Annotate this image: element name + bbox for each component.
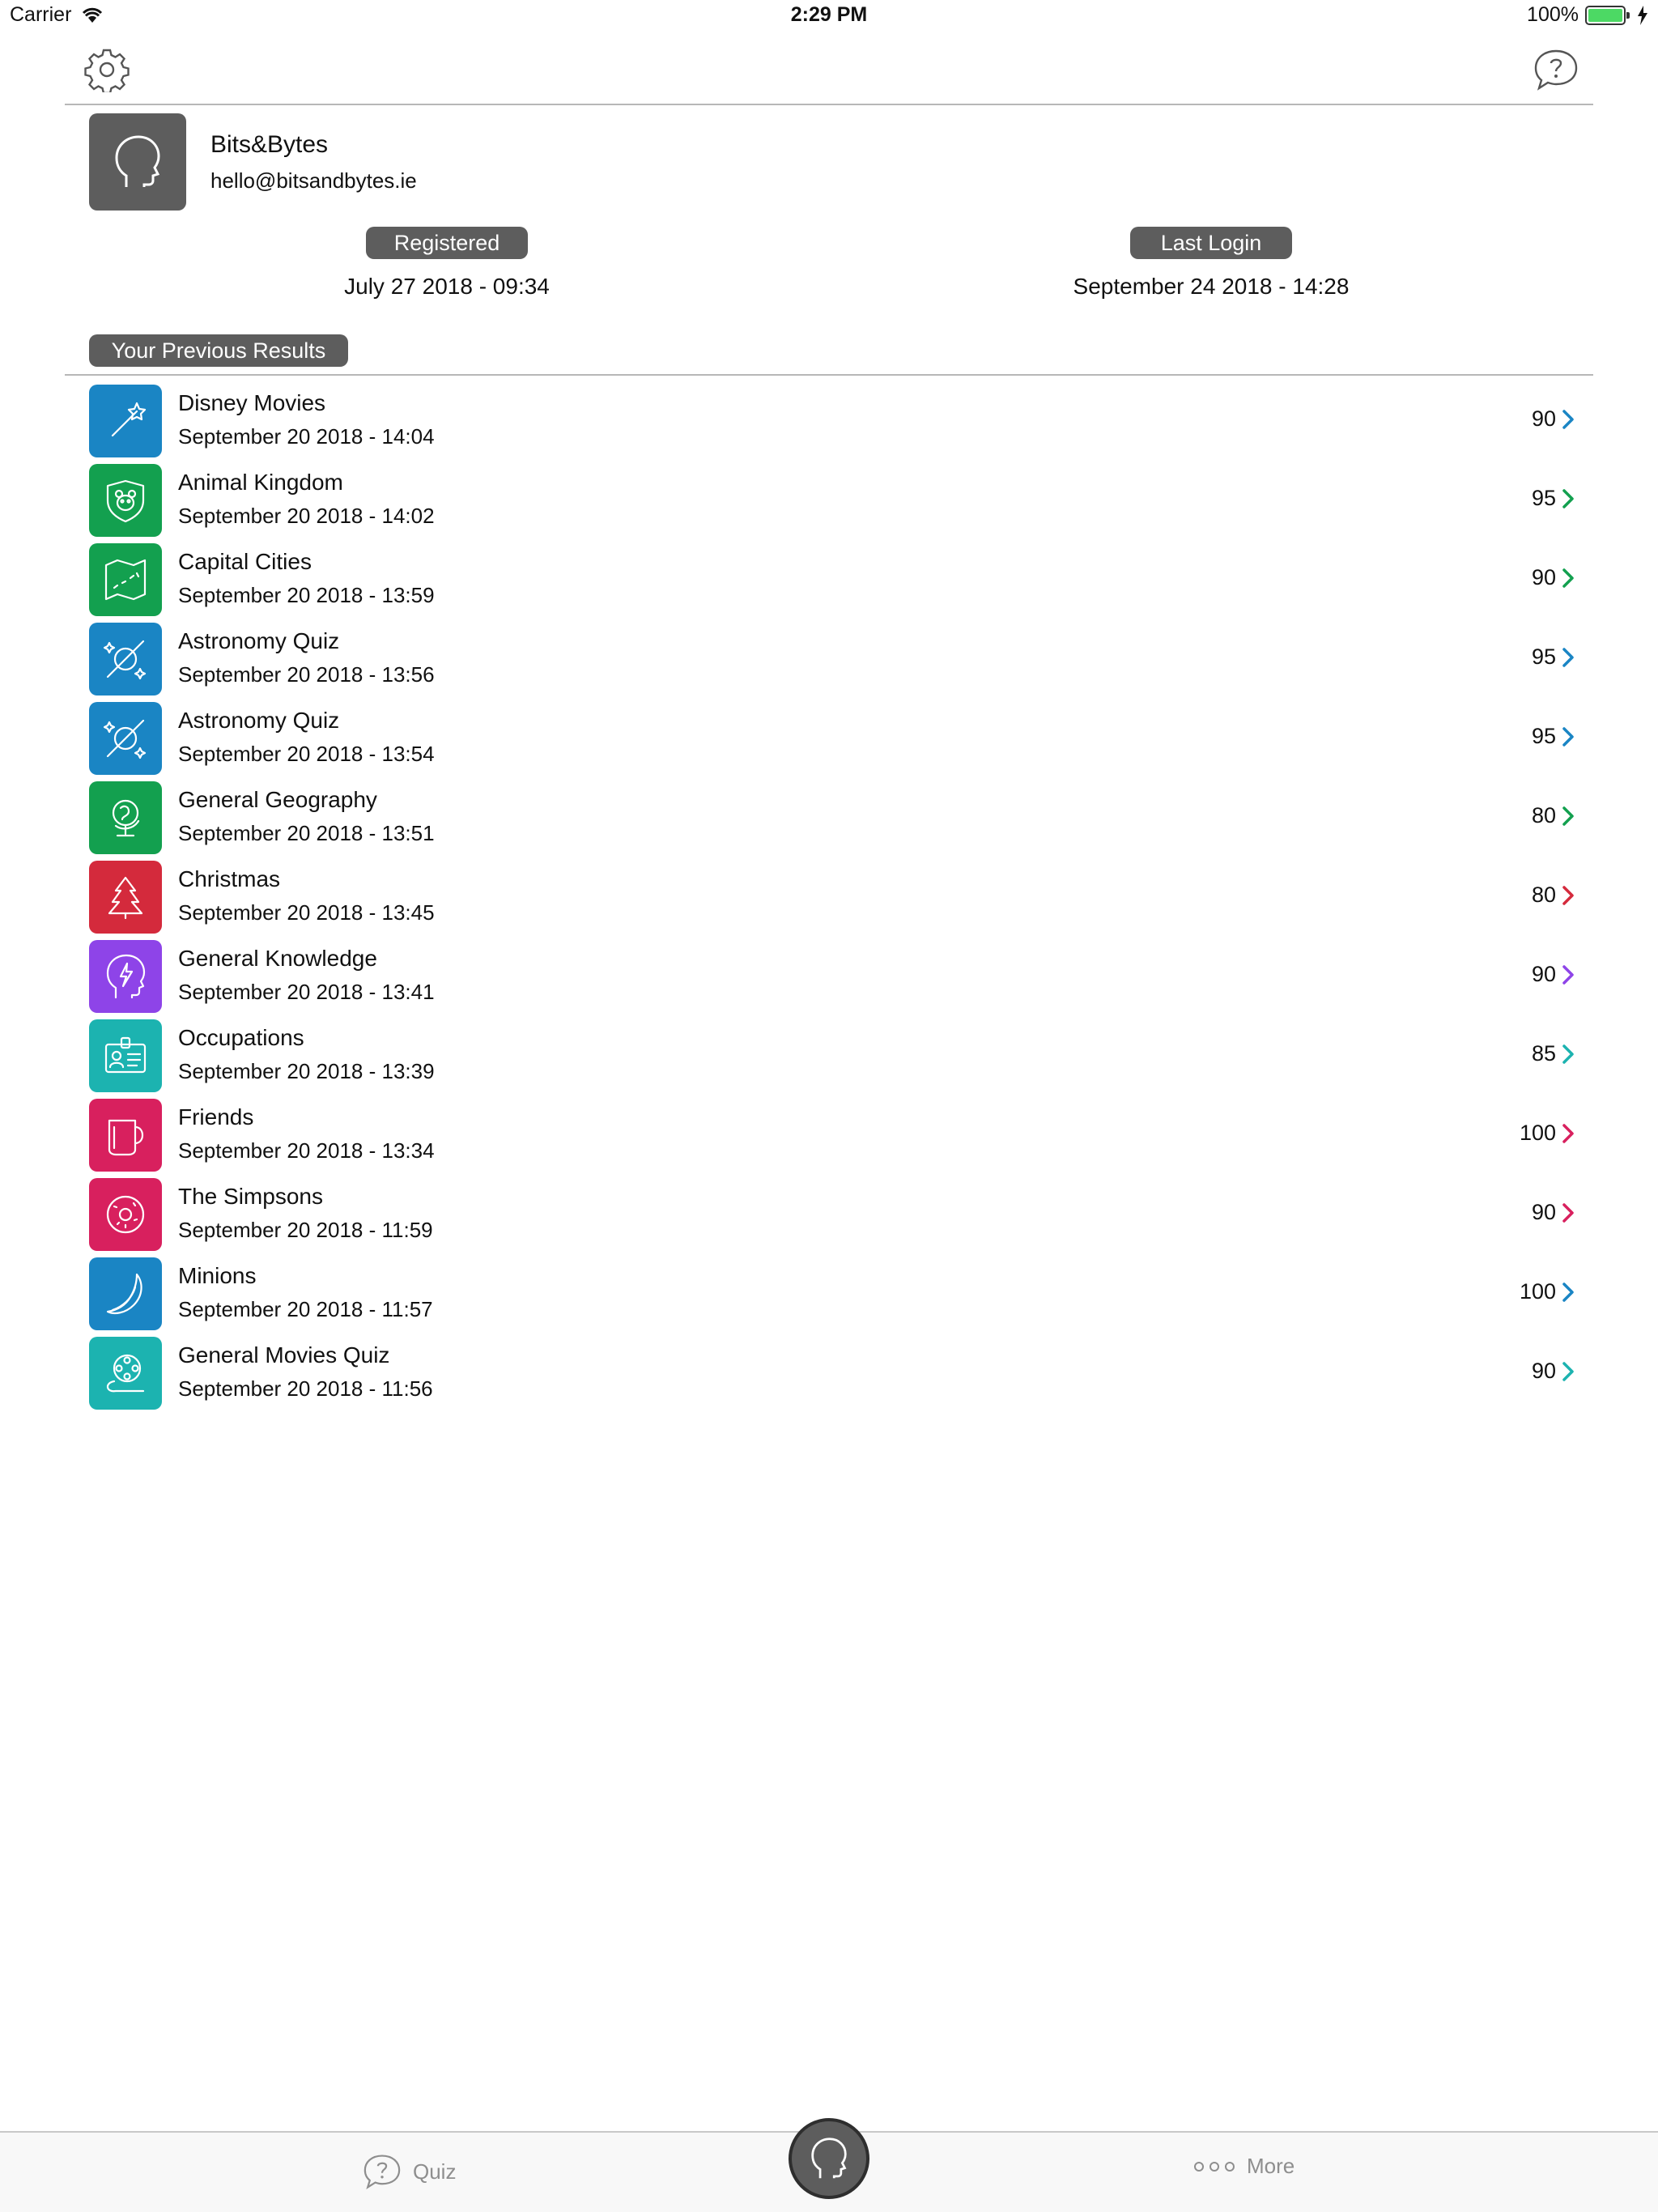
result-row[interactable] bbox=[0, 1015, 1658, 1095]
result-row[interactable] bbox=[0, 857, 1658, 936]
result-row[interactable] bbox=[0, 539, 1658, 619]
result-title: Animal Kingdom bbox=[178, 470, 343, 495]
result-row[interactable] bbox=[0, 777, 1658, 857]
results-divider bbox=[65, 374, 1593, 376]
help-bubble-icon[interactable] bbox=[1533, 49, 1579, 91]
tab-more-label: More bbox=[1247, 2154, 1295, 2178]
result-row[interactable] bbox=[0, 381, 1658, 460]
result-score: 100 bbox=[1519, 1121, 1556, 1145]
id-badge-icon bbox=[101, 1032, 150, 1080]
user-email: hello@bitsandbytes.ie bbox=[210, 168, 417, 193]
result-score: 80 bbox=[1531, 883, 1556, 907]
avatar[interactable] bbox=[89, 113, 186, 211]
quiz-category-icon bbox=[89, 623, 162, 696]
tab-profile[interactable] bbox=[789, 2118, 869, 2199]
user-name: Bits&Bytes bbox=[210, 131, 329, 158]
chevron-right-icon[interactable] bbox=[1561, 1122, 1575, 1145]
chevron-right-icon[interactable] bbox=[1561, 805, 1575, 827]
planet-icon bbox=[101, 635, 150, 683]
result-date: September 20 2018 - 13:39 bbox=[178, 1059, 435, 1083]
quiz-category-icon bbox=[89, 781, 162, 854]
chevron-right-icon[interactable] bbox=[1561, 1043, 1575, 1066]
result-date: September 20 2018 - 11:57 bbox=[178, 1297, 433, 1321]
head-lightning-icon bbox=[101, 952, 150, 1001]
status-bar bbox=[0, 0, 1658, 32]
quiz-category-icon bbox=[89, 1178, 162, 1251]
result-title: Astronomy Quiz bbox=[178, 708, 340, 733]
christmas-tree-icon bbox=[101, 873, 150, 921]
magic-wand-icon bbox=[101, 397, 150, 445]
quiz-category-icon bbox=[89, 702, 162, 775]
result-date: September 20 2018 - 13:41 bbox=[178, 980, 435, 1004]
result-score: 100 bbox=[1519, 1279, 1556, 1304]
registered-date: July 27 2018 - 09:34 bbox=[344, 274, 550, 299]
film-reel-icon bbox=[101, 1349, 150, 1397]
chevron-right-icon[interactable] bbox=[1561, 884, 1575, 907]
chevron-right-icon[interactable] bbox=[1561, 567, 1575, 589]
result-row[interactable] bbox=[0, 619, 1658, 698]
chevron-right-icon[interactable] bbox=[1561, 1360, 1575, 1383]
quiz-category-icon bbox=[89, 543, 162, 616]
result-row[interactable] bbox=[0, 936, 1658, 1015]
result-score: 80 bbox=[1531, 803, 1556, 827]
result-title: Christmas bbox=[178, 866, 281, 891]
quiz-category-icon bbox=[89, 1019, 162, 1092]
result-title: General Knowledge bbox=[178, 946, 377, 971]
result-date: September 20 2018 - 13:34 bbox=[178, 1138, 435, 1163]
result-score: 90 bbox=[1531, 406, 1556, 431]
result-title: Astronomy Quiz bbox=[178, 628, 340, 653]
result-row[interactable] bbox=[0, 698, 1658, 777]
result-row[interactable] bbox=[0, 1174, 1658, 1253]
result-title: Occupations bbox=[178, 1025, 304, 1050]
battery-percent: 100% bbox=[1527, 3, 1579, 26]
result-date: September 20 2018 - 13:59 bbox=[178, 583, 435, 607]
result-score: 95 bbox=[1531, 644, 1556, 669]
quiz-category-icon bbox=[89, 464, 162, 537]
result-title: General Geography bbox=[178, 787, 377, 812]
result-score: 90 bbox=[1531, 565, 1556, 589]
ellipsis-icon bbox=[1193, 2161, 1235, 2172]
status-time: 2:29 PM bbox=[790, 3, 868, 26]
last-login-badge: Last Login bbox=[1130, 227, 1292, 259]
charging-bolt-icon bbox=[1637, 6, 1648, 25]
result-score: 90 bbox=[1531, 962, 1556, 986]
result-row[interactable] bbox=[0, 1253, 1658, 1333]
result-date: September 20 2018 - 14:02 bbox=[178, 504, 435, 528]
tab-quiz-label: Quiz bbox=[413, 2159, 457, 2184]
quiz-category-icon bbox=[89, 861, 162, 934]
quiz-category-icon bbox=[89, 940, 162, 1013]
top-divider bbox=[65, 104, 1593, 105]
quiz-category-icon bbox=[89, 1257, 162, 1330]
chevron-right-icon[interactable] bbox=[1561, 408, 1575, 431]
result-title: Capital Cities bbox=[178, 549, 312, 574]
result-score: 90 bbox=[1531, 1200, 1556, 1224]
result-score: 90 bbox=[1531, 1359, 1556, 1383]
chevron-right-icon[interactable] bbox=[1561, 1281, 1575, 1304]
result-title: Minions bbox=[178, 1263, 257, 1288]
result-date: September 20 2018 - 13:56 bbox=[178, 662, 435, 687]
result-score: 95 bbox=[1531, 724, 1556, 748]
result-title: General Movies Quiz bbox=[178, 1342, 390, 1368]
previous-results-header: Your Previous Results bbox=[89, 334, 348, 367]
result-row[interactable] bbox=[0, 460, 1658, 539]
result-date: September 20 2018 - 11:56 bbox=[178, 1376, 433, 1401]
result-title: The Simpsons bbox=[178, 1184, 323, 1209]
registered-badge: Registered bbox=[366, 227, 528, 259]
gear-icon[interactable] bbox=[84, 47, 130, 92]
result-score: 95 bbox=[1531, 486, 1556, 510]
tab-more[interactable] bbox=[1193, 2154, 1295, 2179]
head-silhouette-icon bbox=[809, 2136, 849, 2181]
result-title: Disney Movies bbox=[178, 390, 326, 415]
result-date: September 20 2018 - 13:45 bbox=[178, 900, 435, 925]
chevron-right-icon[interactable] bbox=[1561, 1202, 1575, 1224]
chevron-right-icon[interactable] bbox=[1561, 963, 1575, 986]
battery-icon bbox=[1585, 6, 1626, 25]
battery-status bbox=[1527, 3, 1648, 27]
quiz-category-icon bbox=[89, 1337, 162, 1410]
carrier-label: Carrier bbox=[10, 3, 72, 26]
help-bubble-icon bbox=[363, 2154, 402, 2189]
head-silhouette-icon bbox=[112, 134, 164, 190]
quiz-category-icon bbox=[89, 1099, 162, 1172]
result-title: Friends bbox=[178, 1104, 254, 1129]
globe-icon bbox=[101, 793, 150, 842]
mug-icon bbox=[101, 1111, 150, 1159]
result-row[interactable] bbox=[0, 1333, 1658, 1412]
result-date: September 20 2018 - 13:54 bbox=[178, 742, 435, 766]
result-score: 85 bbox=[1531, 1041, 1556, 1066]
animal-shield-icon bbox=[101, 476, 150, 525]
donut-icon bbox=[101, 1190, 150, 1239]
chevron-right-icon[interactable] bbox=[1561, 725, 1575, 748]
planet-icon bbox=[101, 714, 150, 763]
chevron-right-icon[interactable] bbox=[1561, 487, 1575, 510]
last-login-date: September 24 2018 - 14:28 bbox=[1073, 274, 1350, 299]
result-date: September 20 2018 - 14:04 bbox=[178, 424, 435, 449]
top-nav bbox=[0, 32, 1658, 105]
tab-quiz[interactable] bbox=[363, 2154, 456, 2189]
result-row[interactable] bbox=[0, 1095, 1658, 1174]
chevron-right-icon[interactable] bbox=[1561, 646, 1575, 669]
result-date: September 20 2018 - 11:59 bbox=[178, 1218, 433, 1242]
banana-icon bbox=[101, 1270, 150, 1318]
map-icon bbox=[101, 555, 150, 604]
result-date: September 20 2018 - 13:51 bbox=[178, 821, 435, 845]
quiz-category-icon bbox=[89, 385, 162, 457]
